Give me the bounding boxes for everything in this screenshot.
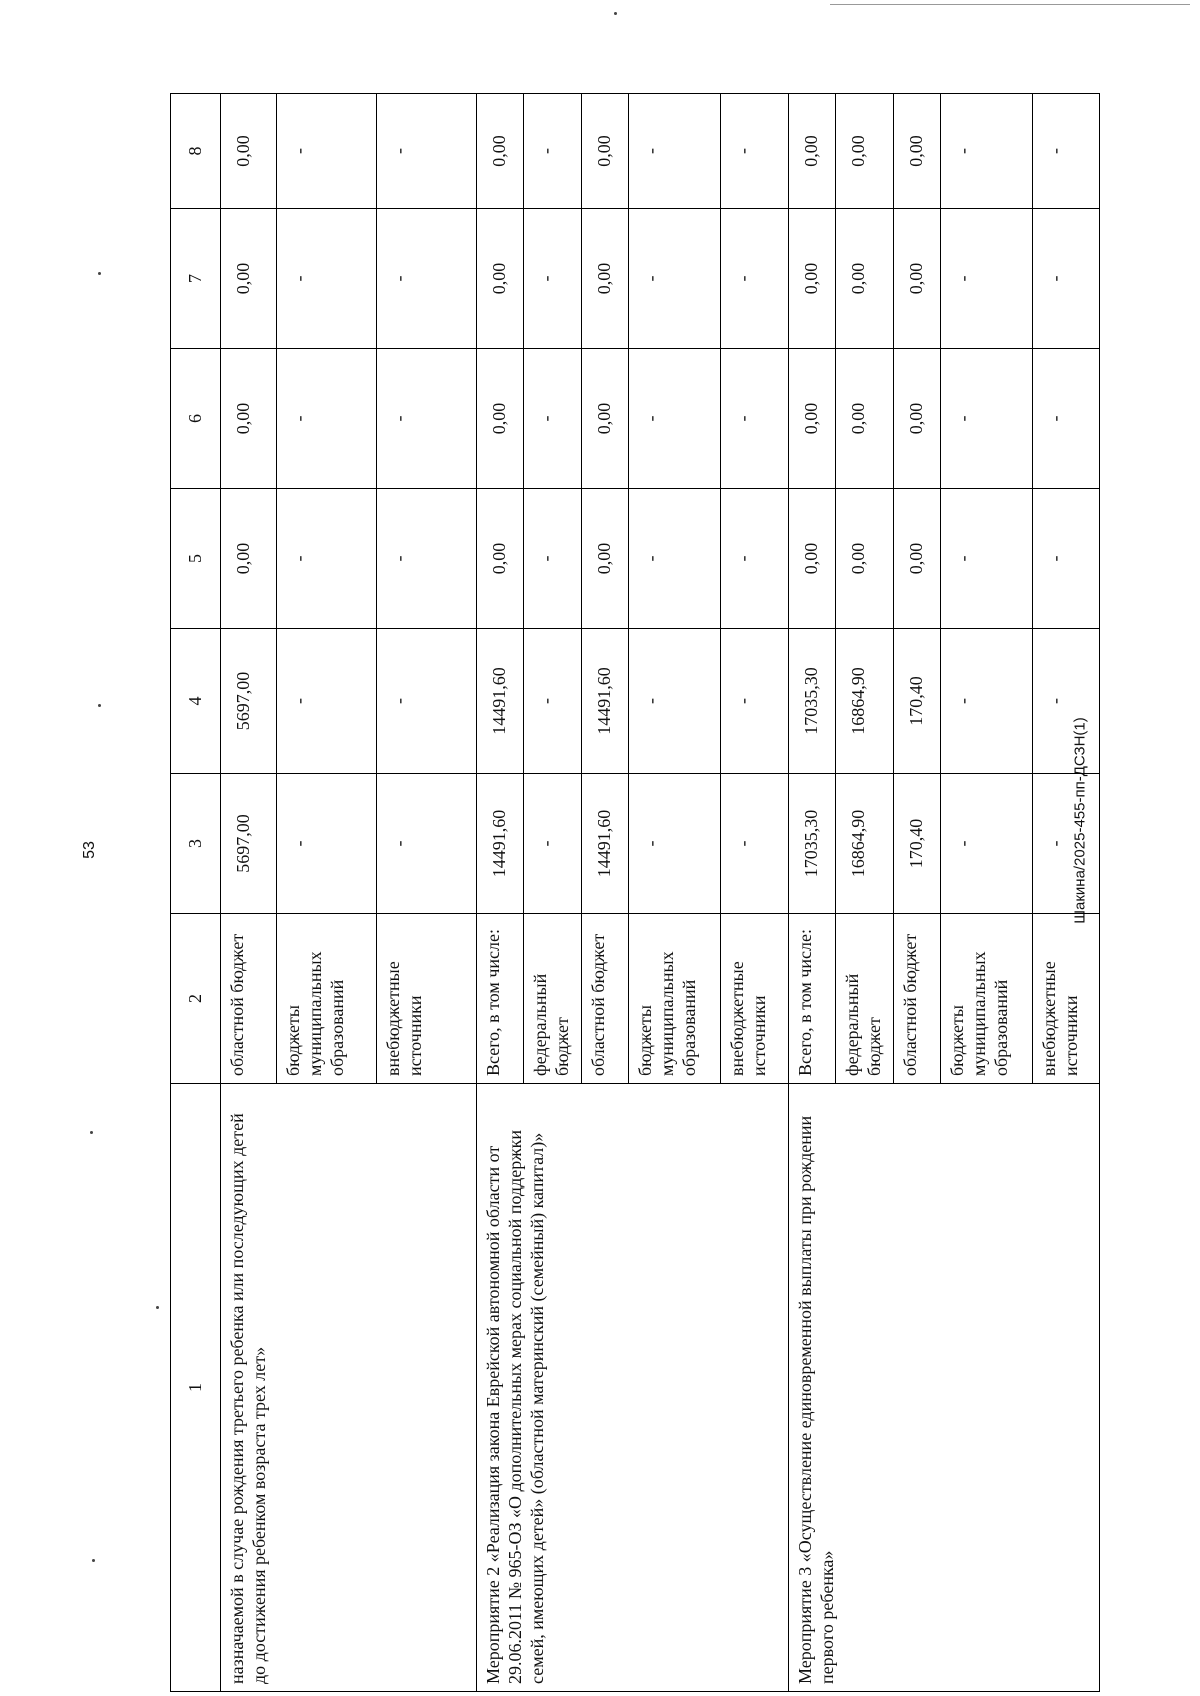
- value-cell: -: [721, 629, 788, 774]
- value-cell: 17035,30: [788, 774, 835, 914]
- value-cell: -: [940, 349, 1032, 489]
- funding-source-cell: бюджеты муниципальных образований: [277, 914, 377, 1084]
- funding-source-cell: внебюджетные источники: [721, 914, 788, 1084]
- col-header: 7: [171, 209, 221, 349]
- funding-source-cell: федеральный бюджет: [835, 914, 893, 1084]
- value-cell: 0,00: [582, 349, 629, 489]
- value-cell: 170,40: [893, 629, 940, 774]
- value-cell: -: [1032, 349, 1099, 489]
- budget-table: [170, 93, 1100, 1692]
- value-cell: -: [721, 774, 788, 914]
- value-cell: 0,00: [893, 94, 940, 209]
- value-cell: 16864,90: [835, 629, 893, 774]
- col-header: 8: [171, 94, 221, 209]
- value-cell: 0,00: [788, 209, 835, 349]
- value-cell: -: [629, 629, 721, 774]
- value-cell: 0,00: [221, 349, 277, 489]
- value-cell: -: [524, 629, 582, 774]
- col-header: 4: [171, 629, 221, 774]
- value-cell: -: [524, 209, 582, 349]
- measure-name-cell: Мероприятие 3 «Осуществление единовременной выплаты при рождении первого ребенка»: [788, 1084, 1099, 1692]
- page-number: 53: [81, 841, 98, 859]
- value-cell: 0,00: [788, 349, 835, 489]
- scan-speck: [92, 1559, 95, 1562]
- value-cell: 0,00: [788, 489, 835, 629]
- value-cell: -: [524, 489, 582, 629]
- funding-source-cell: областной бюджет: [582, 914, 629, 1084]
- scan-speck: [90, 1131, 93, 1134]
- value-cell: -: [277, 629, 377, 774]
- value-cell: 16864,90: [835, 774, 893, 914]
- value-cell: -: [277, 209, 377, 349]
- value-cell: -: [377, 774, 477, 914]
- value-cell: -: [940, 209, 1032, 349]
- value-cell: -: [377, 209, 477, 349]
- value-cell: 0,00: [835, 94, 893, 209]
- funding-source-cell: областной бюджет: [893, 914, 940, 1084]
- funding-source-cell: Всего, в том числе:: [788, 914, 835, 1084]
- funding-source-cell: областной бюджет: [221, 914, 277, 1084]
- value-cell: 0,00: [788, 94, 835, 209]
- header-row: [171, 94, 221, 1692]
- value-cell: -: [277, 349, 377, 489]
- value-cell: 0,00: [582, 209, 629, 349]
- value-cell: 0,00: [477, 209, 524, 349]
- value-cell: 0,00: [893, 489, 940, 629]
- col-header: 5: [171, 489, 221, 629]
- col-header: 6: [171, 349, 221, 489]
- value-cell: 14491,60: [477, 774, 524, 914]
- value-cell: 0,00: [477, 349, 524, 489]
- funding-source-cell: внебюджетные источники: [1032, 914, 1099, 1084]
- value-cell: -: [721, 489, 788, 629]
- rotated-table-area: [170, 94, 1100, 1692]
- value-cell: 0,00: [893, 209, 940, 349]
- value-cell: -: [721, 349, 788, 489]
- value-cell: -: [377, 489, 477, 629]
- value-cell: -: [1032, 489, 1099, 629]
- value-cell: 0,00: [221, 94, 277, 209]
- scan-speck: [98, 704, 101, 707]
- value-cell: -: [629, 349, 721, 489]
- value-cell: 5697,00: [221, 774, 277, 914]
- col-header: 2: [171, 914, 221, 1084]
- document-id: Шакина/2025-455-пп-ДСЗН(1): [1071, 717, 1089, 924]
- measure-name-cell: назначаемой в случае рождения третьего ребенка или последующих детей до достижения ребенком возраста трех лет»: [221, 1084, 477, 1692]
- value-cell: 0,00: [893, 349, 940, 489]
- funding-source-cell: Всего, в том числе:: [477, 914, 524, 1084]
- value-cell: -: [940, 629, 1032, 774]
- budget-table-rotated: [170, 94, 1100, 1692]
- value-cell: 5697,00: [221, 629, 277, 774]
- value-cell: -: [524, 774, 582, 914]
- value-cell: 0,00: [221, 209, 277, 349]
- value-cell: 14491,60: [477, 629, 524, 774]
- value-cell: 0,00: [582, 489, 629, 629]
- measure-name-cell: Мероприятие 2 «Реализация закона Еврейской автономной области от 29.06.2011 № 965-ОЗ «О дополнительных мерах социальной поддержки семей, имеющих детей» (областной материнский (семейный) капитал)»: [477, 1084, 788, 1692]
- value-cell: -: [629, 94, 721, 209]
- value-cell: -: [277, 94, 377, 209]
- value-cell: 0,00: [477, 489, 524, 629]
- value-cell: 0,00: [477, 94, 524, 209]
- funding-source-cell: бюджеты муниципальных образований: [629, 914, 721, 1084]
- scan-speck: [156, 1306, 159, 1309]
- funding-source-cell: бюджеты муниципальных образований: [940, 914, 1032, 1084]
- col-header: 1: [171, 1084, 221, 1692]
- value-cell: -: [629, 774, 721, 914]
- value-cell: -: [1032, 94, 1099, 209]
- funding-source-cell: федеральный бюджет: [524, 914, 582, 1084]
- value-cell: -: [940, 94, 1032, 209]
- value-cell: 170,40: [893, 774, 940, 914]
- value-cell: 0,00: [582, 94, 629, 209]
- value-cell: -: [524, 349, 582, 489]
- scan-edge-line: [830, 4, 1190, 5]
- value-cell: 17035,30: [788, 629, 835, 774]
- col-header: 3: [171, 774, 221, 914]
- value-cell: -: [377, 349, 477, 489]
- value-cell: -: [524, 94, 582, 209]
- table-row: [788, 94, 835, 1692]
- value-cell: 14491,60: [582, 774, 629, 914]
- value-cell: -: [1032, 629, 1099, 774]
- value-cell: -: [940, 774, 1032, 914]
- value-cell: 0,00: [835, 209, 893, 349]
- value-cell: -: [277, 489, 377, 629]
- value-cell: 0,00: [835, 489, 893, 629]
- value-cell: 0,00: [221, 489, 277, 629]
- value-cell: -: [277, 774, 377, 914]
- funding-source-cell: внебюджетные источники: [377, 914, 477, 1084]
- value-cell: -: [721, 94, 788, 209]
- table-row: [477, 94, 524, 1692]
- value-cell: 14491,60: [582, 629, 629, 774]
- value-cell: -: [629, 209, 721, 349]
- value-cell: -: [629, 489, 721, 629]
- value-cell: -: [1032, 209, 1099, 349]
- value-cell: -: [377, 629, 477, 774]
- value-cell: -: [1032, 774, 1099, 914]
- scan-speck: [98, 272, 101, 275]
- value-cell: -: [940, 489, 1032, 629]
- value-cell: 0,00: [835, 349, 893, 489]
- value-cell: -: [721, 209, 788, 349]
- scan-speck: [614, 12, 617, 15]
- value-cell: -: [377, 94, 477, 209]
- table-row: [221, 94, 277, 1692]
